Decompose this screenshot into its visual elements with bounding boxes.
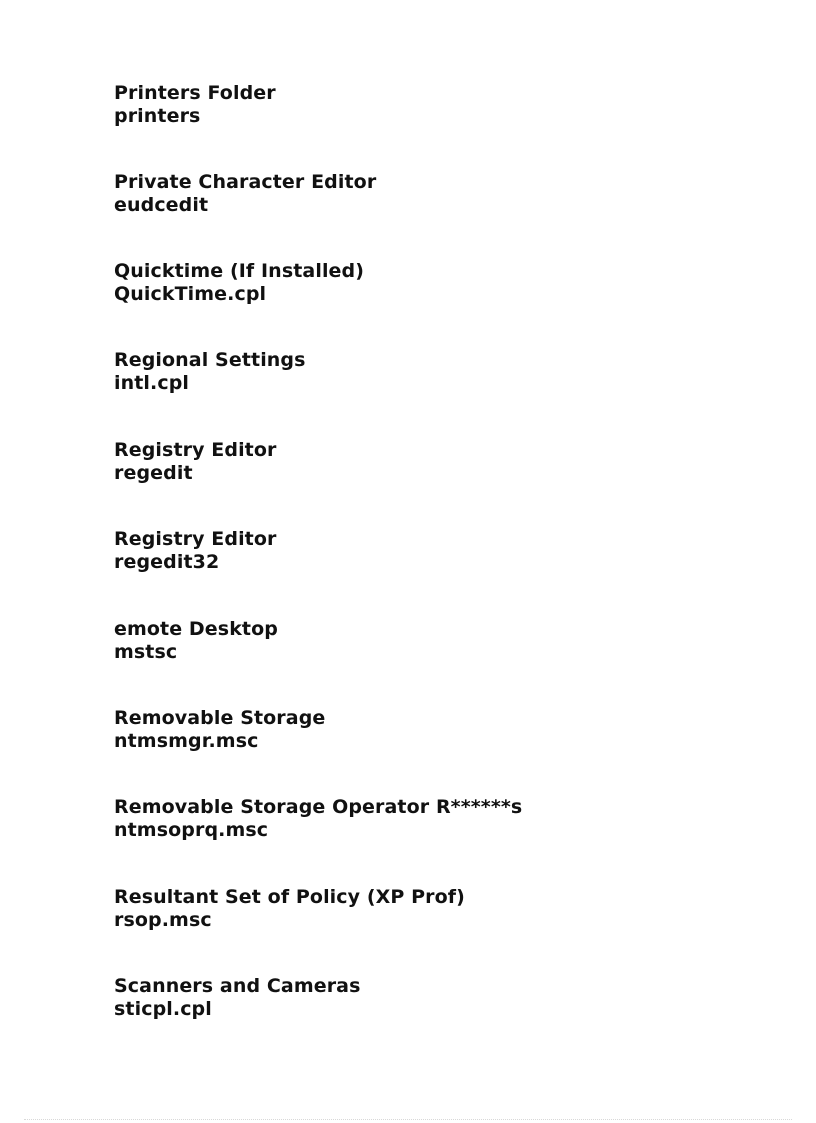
command-entry [114,796,714,842]
entry-command: QuickTime.cpl [114,283,267,305]
entry-command: ntmsmgr.msc [114,730,259,752]
command-entry [114,886,714,932]
entry-command: printers [114,105,201,127]
command-entry [114,618,714,664]
entry-name: Registry Editor [114,439,277,461]
command-entry [114,171,714,217]
entry-name: emote Desktop [114,618,278,640]
entry-name: Regional Settings [114,349,306,371]
command-entry [114,349,714,395]
entry-command: regedit32 [114,551,220,573]
entry-name: Scanners and Cameras [114,975,361,997]
entry-command: mstsc [114,641,178,663]
entry-name: Removable Storage Operator R******s [114,796,523,818]
entry-command: intl.cpl [114,372,190,394]
entry-command: ntmsoprq.msc [114,819,269,841]
page-bottom-border [24,1119,792,1120]
entry-name: Registry Editor [114,528,277,550]
entry-command: rsop.msc [114,909,212,931]
command-entry [114,439,714,485]
entry-name: Private Character Editor [114,171,377,193]
entry-name: Quicktime (If Installed) [114,260,365,282]
entry-name: Removable Storage [114,707,326,729]
command-entry [114,260,714,306]
entry-name: Resultant Set of Policy (XP Prof) [114,886,465,908]
command-entry [114,82,714,128]
entry-command: sticpl.cpl [114,998,212,1020]
command-entry [114,528,714,574]
command-entry [114,707,714,753]
entry-name: Printers Folder [114,82,276,104]
command-entry [114,975,714,1021]
entry-command: eudcedit [114,194,209,216]
entry-command: regedit [114,462,193,484]
